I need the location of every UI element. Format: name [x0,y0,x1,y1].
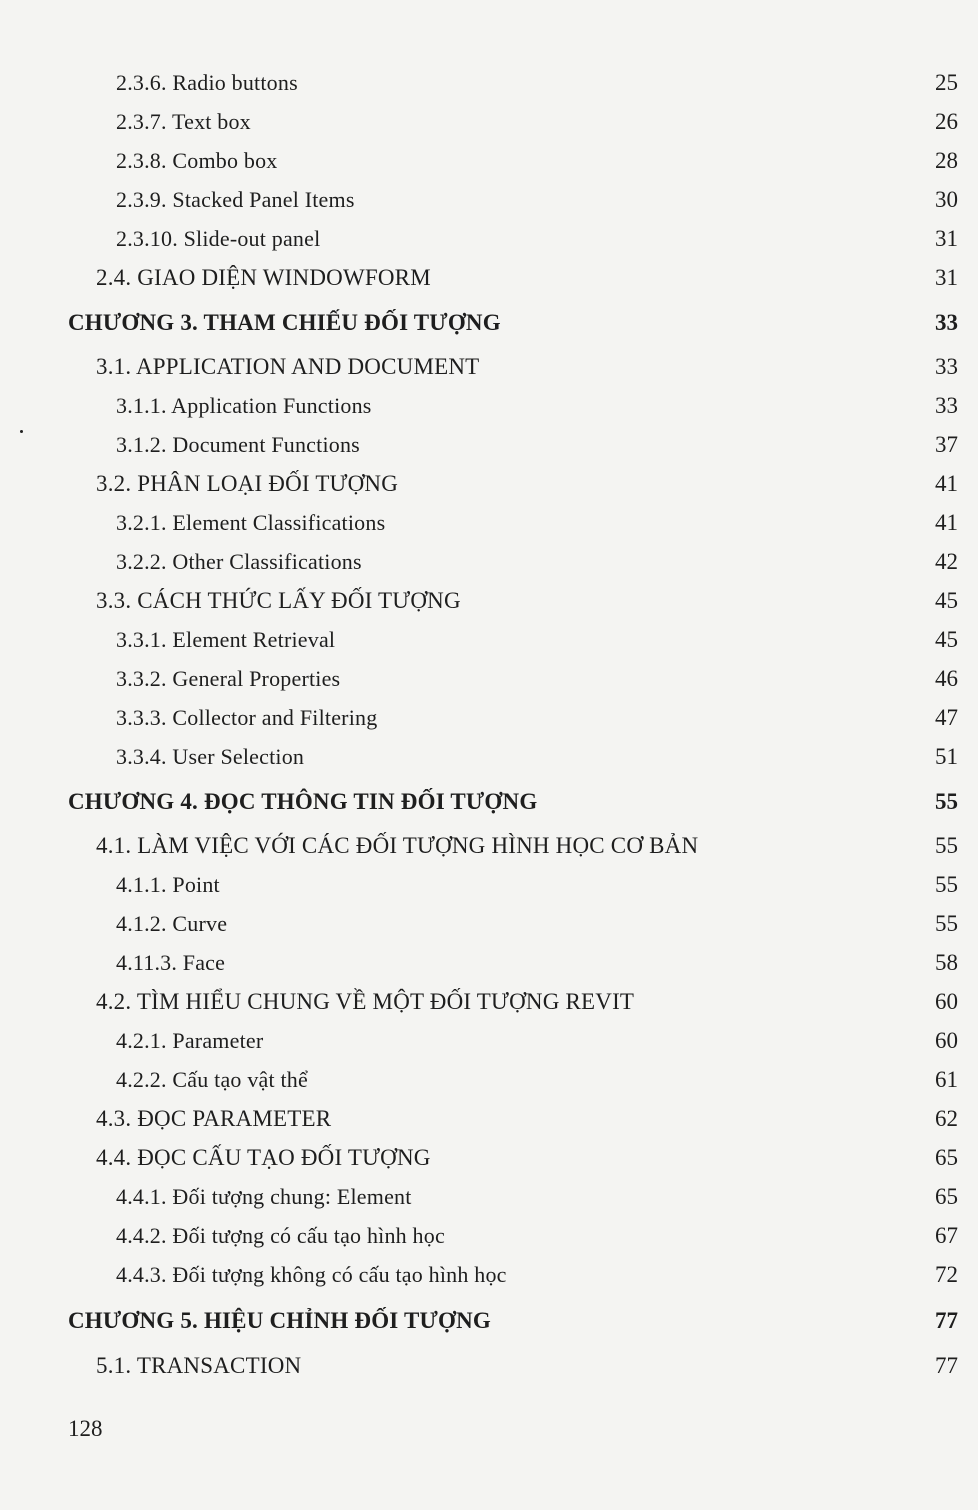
toc-entry-title: 3.1. APPLICATION AND DOCUMENT [96,354,480,379]
toc-entry-page-number: 62 [935,1106,958,1131]
toc-entry-title: 3.1.1. Application Functions [116,393,372,418]
toc-entry-page-number: 65 [935,1145,958,1170]
toc-section-entry [0,829,978,863]
toc-entry-page-number: 33 [935,354,958,379]
toc-subsection-entry [0,868,978,902]
toc-subsection-entry [0,907,978,941]
toc-entry-title: 3.2.2. Other Classifications [116,549,362,574]
toc-section-entry [0,1141,978,1175]
toc-entry-page-number: 60 [935,989,958,1014]
toc-entry-page-number: 41 [935,471,958,496]
toc-subsection-entry [0,428,978,462]
toc-entry-page-number: 30 [935,187,958,212]
toc-entry-title: 2.3.9. Stacked Panel Items [116,187,355,212]
toc-entry-title: 4.11.3. Face [116,950,226,975]
toc-entry-page-number: 51 [935,744,958,769]
toc-chapter-entry [0,785,978,819]
toc-entry-title: 3.3. CÁCH THỨC LẤY ĐỐI TƯỢNG [96,588,461,613]
toc-entry-page-number: 31 [935,265,958,290]
toc-entry-page-number: 47 [935,705,958,730]
toc-entry-page-number: 46 [935,666,958,691]
toc-entry-title: 2.4. GIAO DIỆN WINDOWFORM [96,265,431,290]
page-number: 128 [68,1416,103,1441]
toc-subsection-entry [0,183,978,217]
toc-entry-page-number: 33 [935,393,958,418]
toc-chapter-entry [0,1304,978,1338]
toc-section-entry [0,350,978,384]
toc-subsection-entry [0,1219,978,1253]
toc-entry-title: 3.2.1. Element Classifications [116,510,386,535]
toc-subsection-entry [0,623,978,657]
toc-subsection-entry [0,1063,978,1097]
toc-subsection-entry [0,144,978,178]
toc-chapter-entry [0,306,978,340]
toc-entry-title: 5.1. TRANSACTION [96,1353,302,1378]
toc-subsection-entry [0,1024,978,1058]
toc-entry-page-number: 55 [935,789,958,814]
toc-entry-page-number: 60 [935,1028,958,1053]
toc-entry-page-number: 41 [935,510,958,535]
toc-entry-page-number: 45 [935,627,958,652]
toc-subsection-entry [0,1180,978,1214]
toc-entry-page-number: 45 [935,588,958,613]
toc-section-entry [0,1102,978,1136]
toc-entry-title: 3.3.1. Element Retrieval [116,627,336,652]
toc-subsection-entry [0,545,978,579]
toc-entry-page-number: 55 [935,911,958,936]
toc-subsection-entry [0,506,978,540]
toc-subsection-entry [0,701,978,735]
toc-entry-title: 4.2.1. Parameter [116,1028,264,1053]
toc-entry-page-number: 25 [935,70,958,95]
toc-entry-title: 2.3.8. Combo box [116,148,278,173]
toc-entry-page-number: 61 [935,1067,958,1092]
toc-entry-page-number: 37 [935,432,958,457]
toc-entry-page-number: 28 [935,148,958,173]
toc-entry-page-number: 67 [935,1223,958,1248]
toc-section-entry [0,261,978,295]
toc-entry-title: 3.3.4. User Selection [116,744,305,769]
toc-entry-title: 2.3.7. Text box [116,109,251,134]
toc-entry-title: CHƯƠNG 3. THAM CHIẾU ĐỐI TƯỢNG [68,310,501,335]
toc-subsection-entry [0,66,978,100]
toc-subsection-entry [0,662,978,696]
toc-subsection-entry [0,946,978,980]
toc-entry-title: 4.1. LÀM VIỆC VỚI CÁC ĐỐI TƯỢNG HÌNH HỌC CƠ BẢN [96,833,699,858]
toc-subsection-entry [0,740,978,774]
toc-entry-page-number: 55 [935,833,958,858]
toc-entry-title: 3.1.2. Document Functions [116,432,360,457]
toc-entry-title: 4.1.2. Curve [116,911,228,936]
toc-section-entry [0,467,978,501]
toc-entry-title: 4.3. ĐỌC PARAMETER [96,1106,332,1131]
toc-section-entry [0,985,978,1019]
toc-section-entry [0,584,978,618]
toc-entry-title: 4.4. ĐỌC CẤU TẠO ĐỐI TƯỢNG [96,1145,431,1170]
toc-entry-page-number: 55 [935,872,958,897]
toc-entry-page-number: 72 [935,1262,958,1287]
toc-entry-page-number: 58 [935,950,958,975]
toc-subsection-entry [0,222,978,256]
toc-entry-title: 4.4.3. Đối tượng không có cấu tạo hình học [116,1262,507,1287]
toc-entry-title: 3.2. PHÂN LOẠI ĐỐI TƯỢNG [96,471,399,496]
toc-entry-title: 3.3.2. General Properties [116,666,341,691]
toc-entry-page-number: 77 [935,1353,958,1378]
toc-entry-title: CHƯƠNG 4. ĐỌC THÔNG TIN ĐỐI TƯỢNG [68,789,538,814]
toc-subsection-entry [0,105,978,139]
toc-entry-title: 2.3.10. Slide-out panel [116,226,321,251]
toc-entry-page-number: 31 [935,226,958,251]
toc-entry-title: 4.2. TÌM HIỂU CHUNG VỀ MỘT ĐỐI TƯỢNG REVIT [96,989,635,1014]
toc-entry-page-number: 42 [935,549,958,574]
toc-entry-page-number: 26 [935,109,958,134]
toc-entry-title: 4.4.1. Đối tượng chung: Element [116,1184,412,1209]
toc-entry-title: 4.2.2. Cấu tạo vật thể [116,1067,308,1092]
toc-entry-page-number: 33 [935,310,958,335]
toc-subsection-entry [0,389,978,423]
toc-entry-title: CHƯƠNG 5. HIỆU CHỈNH ĐỐI TƯỢNG [68,1308,492,1333]
toc-entry-title: 2.3.6. Radio buttons [116,70,298,95]
toc-entry-page-number: 77 [935,1308,958,1333]
toc-entry-page-number: 65 [935,1184,958,1209]
toc-subsection-entry [0,1258,978,1292]
toc-section-entry [0,1349,978,1383]
toc-entry-title: 4.1.1. Point [116,872,220,897]
toc-entry-title: 4.4.2. Đối tượng có cấu tạo hình học [116,1223,445,1248]
toc-entry-title: 3.3.3. Collector and Filtering [116,705,378,730]
